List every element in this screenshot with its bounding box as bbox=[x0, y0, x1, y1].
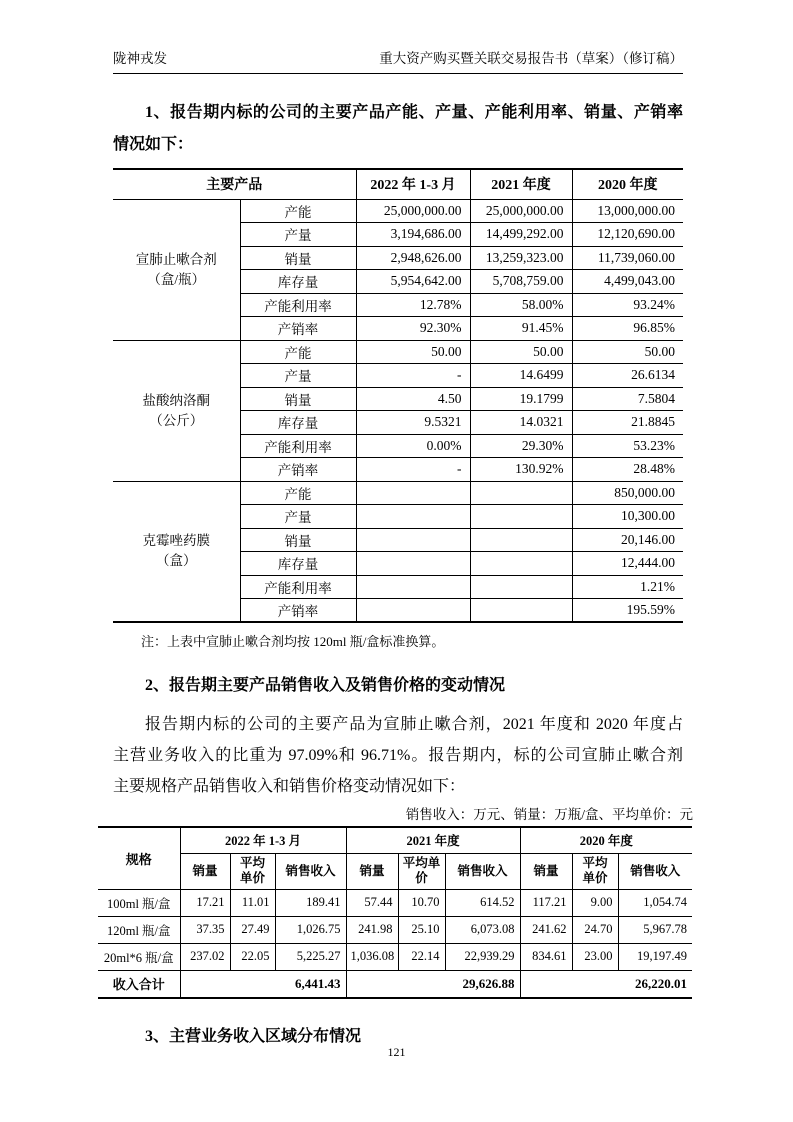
value-cell: 241.62 bbox=[520, 916, 572, 943]
metric-cell: 产销率 bbox=[240, 458, 356, 482]
capacity-table bbox=[113, 168, 683, 623]
value-cell: 1,036.08 bbox=[346, 943, 398, 970]
total-value-cell: 6,441.43 bbox=[180, 970, 346, 998]
value-cell bbox=[356, 552, 470, 576]
header-right-text: 重大资产购买暨关联交易报告书（草案）（修订稿） bbox=[379, 51, 683, 66]
section-1-heading bbox=[113, 97, 683, 161]
revenue-table bbox=[98, 826, 692, 999]
value-cell: 195.59% bbox=[572, 599, 683, 623]
value-cell: 14.0321 bbox=[470, 411, 572, 435]
value-cell bbox=[470, 528, 572, 552]
subheader-avg-price: 平均单价 bbox=[572, 853, 618, 889]
value-cell: 37.35 bbox=[180, 916, 230, 943]
value-cell: 834.61 bbox=[520, 943, 572, 970]
value-cell: 12,120,690.00 bbox=[572, 223, 683, 247]
total-value-cell: 29,626.88 bbox=[346, 970, 520, 998]
value-cell: 28.48% bbox=[572, 458, 683, 482]
subheader-volume: 销量 bbox=[346, 853, 398, 889]
value-cell: 130.92% bbox=[470, 458, 572, 482]
metric-cell: 产量 bbox=[240, 223, 356, 247]
group-name: 宣肺止嗽合剂 bbox=[135, 251, 217, 267]
header-period-2021: 2021 年度 bbox=[346, 827, 520, 853]
header-period-2022: 2022 年 1-3 月 bbox=[180, 827, 346, 853]
value-cell: - bbox=[356, 458, 470, 482]
value-cell bbox=[356, 599, 470, 623]
value-cell: 29.30% bbox=[470, 434, 572, 458]
value-cell: 25,000,000.00 bbox=[470, 199, 572, 223]
value-cell: 58.00% bbox=[470, 293, 572, 317]
value-cell: 13,259,323.00 bbox=[470, 246, 572, 270]
value-cell: 19.1799 bbox=[470, 387, 572, 411]
value-cell: 12,444.00 bbox=[572, 552, 683, 576]
revenue-table-subheader-row bbox=[98, 853, 692, 889]
header-2020: 2020 年度 bbox=[572, 169, 683, 199]
group-name-cell bbox=[113, 199, 240, 340]
table-row bbox=[98, 916, 692, 943]
metric-cell: 产能利用率 bbox=[240, 575, 356, 599]
revenue-total-row bbox=[98, 970, 692, 998]
spec-cell: 100ml 瓶/盒 bbox=[98, 889, 180, 916]
value-cell: 21.8845 bbox=[572, 411, 683, 435]
page-number: 121 bbox=[387, 1045, 406, 1059]
value-cell: 92.30% bbox=[356, 317, 470, 341]
value-cell: 24.70 bbox=[572, 916, 618, 943]
total-label-cell: 收入合计 bbox=[98, 970, 180, 998]
value-cell: 2,948,626.00 bbox=[356, 246, 470, 270]
value-cell: 14.6499 bbox=[470, 364, 572, 388]
metric-cell: 产销率 bbox=[240, 317, 356, 341]
value-cell: - bbox=[356, 364, 470, 388]
value-cell: 50.00 bbox=[572, 340, 683, 364]
group-name: 盐酸纳洛酮 bbox=[142, 392, 210, 408]
spec-cell: 20ml*6 瓶/盒 bbox=[98, 943, 180, 970]
value-cell: 11,739,060.00 bbox=[572, 246, 683, 270]
value-cell: 10,300.00 bbox=[572, 505, 683, 529]
value-cell: 25.10 bbox=[398, 916, 445, 943]
value-cell: 12.78% bbox=[356, 293, 470, 317]
header-2021: 2021 年度 bbox=[470, 169, 572, 199]
value-cell: 20,146.00 bbox=[572, 528, 683, 552]
value-cell: 9.5321 bbox=[356, 411, 470, 435]
value-cell: 11.01 bbox=[230, 889, 275, 916]
table-row bbox=[113, 481, 683, 505]
value-cell bbox=[356, 481, 470, 505]
group-name-cell bbox=[113, 481, 240, 622]
value-cell: 50.00 bbox=[356, 340, 470, 364]
metric-cell: 销量 bbox=[240, 246, 356, 270]
table-row bbox=[98, 889, 692, 916]
value-cell: 7.5804 bbox=[572, 387, 683, 411]
value-cell: 5,708,759.00 bbox=[470, 270, 572, 294]
value-cell: 6,073.08 bbox=[445, 916, 520, 943]
value-cell: 53.23% bbox=[572, 434, 683, 458]
value-cell: 13,000,000.00 bbox=[572, 199, 683, 223]
value-cell: 14,499,292.00 bbox=[470, 223, 572, 247]
value-cell: 26.6134 bbox=[572, 364, 683, 388]
value-cell: 9.00 bbox=[572, 889, 618, 916]
header-main-product: 主要产品 bbox=[113, 169, 356, 199]
value-cell bbox=[356, 575, 470, 599]
value-cell: 96.85% bbox=[572, 317, 683, 341]
value-cell: 117.21 bbox=[520, 889, 572, 916]
value-cell: 1,054.74 bbox=[618, 889, 692, 916]
group-name-cell bbox=[113, 340, 240, 481]
spec-cell: 120ml 瓶/盒 bbox=[98, 916, 180, 943]
value-cell: 189.41 bbox=[275, 889, 346, 916]
value-cell bbox=[470, 552, 572, 576]
header-left-text: 陇神戎发 bbox=[113, 51, 167, 66]
subheader-volume: 销量 bbox=[520, 853, 572, 889]
subheader-revenue: 销售收入 bbox=[275, 853, 346, 889]
total-value-cell: 26,220.01 bbox=[520, 970, 692, 998]
table-row bbox=[113, 340, 683, 364]
header-2022: 2022 年 1-3 月 bbox=[356, 169, 470, 199]
revenue-table-year-row bbox=[98, 827, 692, 853]
paragraph-line: 主要规格产品销售收入和销售价格变动情况如下： bbox=[113, 778, 466, 795]
capacity-table-header-row bbox=[113, 169, 683, 199]
metric-cell: 库存量 bbox=[240, 270, 356, 294]
value-cell bbox=[470, 505, 572, 529]
value-cell: 17.21 bbox=[180, 889, 230, 916]
metric-cell: 销量 bbox=[240, 528, 356, 552]
table-row bbox=[113, 199, 683, 223]
value-cell: 4,499,043.00 bbox=[572, 270, 683, 294]
value-cell bbox=[470, 575, 572, 599]
section-3-heading: 3、主营业务收入区域分布情况 bbox=[145, 1028, 362, 1045]
metric-cell: 产能 bbox=[240, 340, 356, 364]
metric-cell: 产能 bbox=[240, 199, 356, 223]
value-cell: 19,197.49 bbox=[618, 943, 692, 970]
subheader-revenue: 销售收入 bbox=[445, 853, 520, 889]
group-unit: （盒） bbox=[156, 553, 197, 569]
value-cell: 614.52 bbox=[445, 889, 520, 916]
table-row bbox=[98, 943, 692, 970]
value-cell bbox=[470, 599, 572, 623]
value-cell: 23.00 bbox=[572, 943, 618, 970]
value-cell: 0.00% bbox=[356, 434, 470, 458]
value-cell: 22.05 bbox=[230, 943, 275, 970]
value-cell: 241.98 bbox=[346, 916, 398, 943]
subheader-avg-price: 平均单价 bbox=[398, 853, 445, 889]
value-cell: 22.14 bbox=[398, 943, 445, 970]
group-unit: （公斤） bbox=[149, 412, 204, 428]
value-cell bbox=[356, 505, 470, 529]
header-period-2020: 2020 年度 bbox=[520, 827, 692, 853]
metric-cell: 产量 bbox=[240, 364, 356, 388]
metric-cell: 产销率 bbox=[240, 599, 356, 623]
unit-note: 销售收入：万元、销量：万瓶/盒、平均单价：元 bbox=[405, 807, 693, 822]
value-cell: 25,000,000.00 bbox=[356, 199, 470, 223]
table-note: 注：上表中宣肺止嗽合剂均按 120ml 瓶/盒标准换算。 bbox=[141, 634, 445, 649]
value-cell: 850,000.00 bbox=[572, 481, 683, 505]
value-cell: 91.45% bbox=[470, 317, 572, 341]
value-cell: 50.00 bbox=[470, 340, 572, 364]
value-cell: 5,225.27 bbox=[275, 943, 346, 970]
metric-cell: 产能 bbox=[240, 481, 356, 505]
metric-cell: 销量 bbox=[240, 387, 356, 411]
value-cell: 57.44 bbox=[346, 889, 398, 916]
value-cell: 27.49 bbox=[230, 916, 275, 943]
section-2-heading: 2、报告期主要产品销售收入及销售价格的变动情况 bbox=[145, 677, 506, 694]
section-1-heading-line2: 情况如下： bbox=[113, 136, 194, 153]
paragraph-line: 主营业务收入的比重为 97.09%和 96.71%。报告期内，标的公司宣肺止嗽合剂 bbox=[113, 747, 683, 764]
group-unit: （盒/瓶） bbox=[147, 271, 206, 287]
value-cell: 3,194,686.00 bbox=[356, 223, 470, 247]
value-cell: 1.21% bbox=[572, 575, 683, 599]
page-header bbox=[113, 0, 683, 74]
section-2-paragraph bbox=[113, 709, 683, 802]
value-cell: 1,026.75 bbox=[275, 916, 346, 943]
metric-cell: 库存量 bbox=[240, 552, 356, 576]
group-name: 克霉唑药膜 bbox=[142, 533, 210, 549]
subheader-revenue: 销售收入 bbox=[618, 853, 692, 889]
value-cell bbox=[356, 528, 470, 552]
section-1-heading-line1: 1、报告期内标的公司的主要产品产能、产量、产能利用率、销量、产销率 bbox=[145, 104, 683, 121]
metric-cell: 产能利用率 bbox=[240, 293, 356, 317]
paragraph-line: 报告期内标的公司的主要产品为宣肺止嗽合剂，2021 年度和 2020 年度占 bbox=[145, 716, 683, 733]
value-cell: 5,954,642.00 bbox=[356, 270, 470, 294]
value-cell bbox=[470, 481, 572, 505]
value-cell: 5,967.78 bbox=[618, 916, 692, 943]
value-cell: 237.02 bbox=[180, 943, 230, 970]
value-cell: 22,939.29 bbox=[445, 943, 520, 970]
metric-cell: 库存量 bbox=[240, 411, 356, 435]
metric-cell: 产能利用率 bbox=[240, 434, 356, 458]
value-cell: 93.24% bbox=[572, 293, 683, 317]
subheader-avg-price: 平均单价 bbox=[230, 853, 275, 889]
value-cell: 4.50 bbox=[356, 387, 470, 411]
header-spec: 规格 bbox=[98, 827, 180, 889]
value-cell: 10.70 bbox=[398, 889, 445, 916]
subheader-volume: 销量 bbox=[180, 853, 230, 889]
metric-cell: 产量 bbox=[240, 505, 356, 529]
